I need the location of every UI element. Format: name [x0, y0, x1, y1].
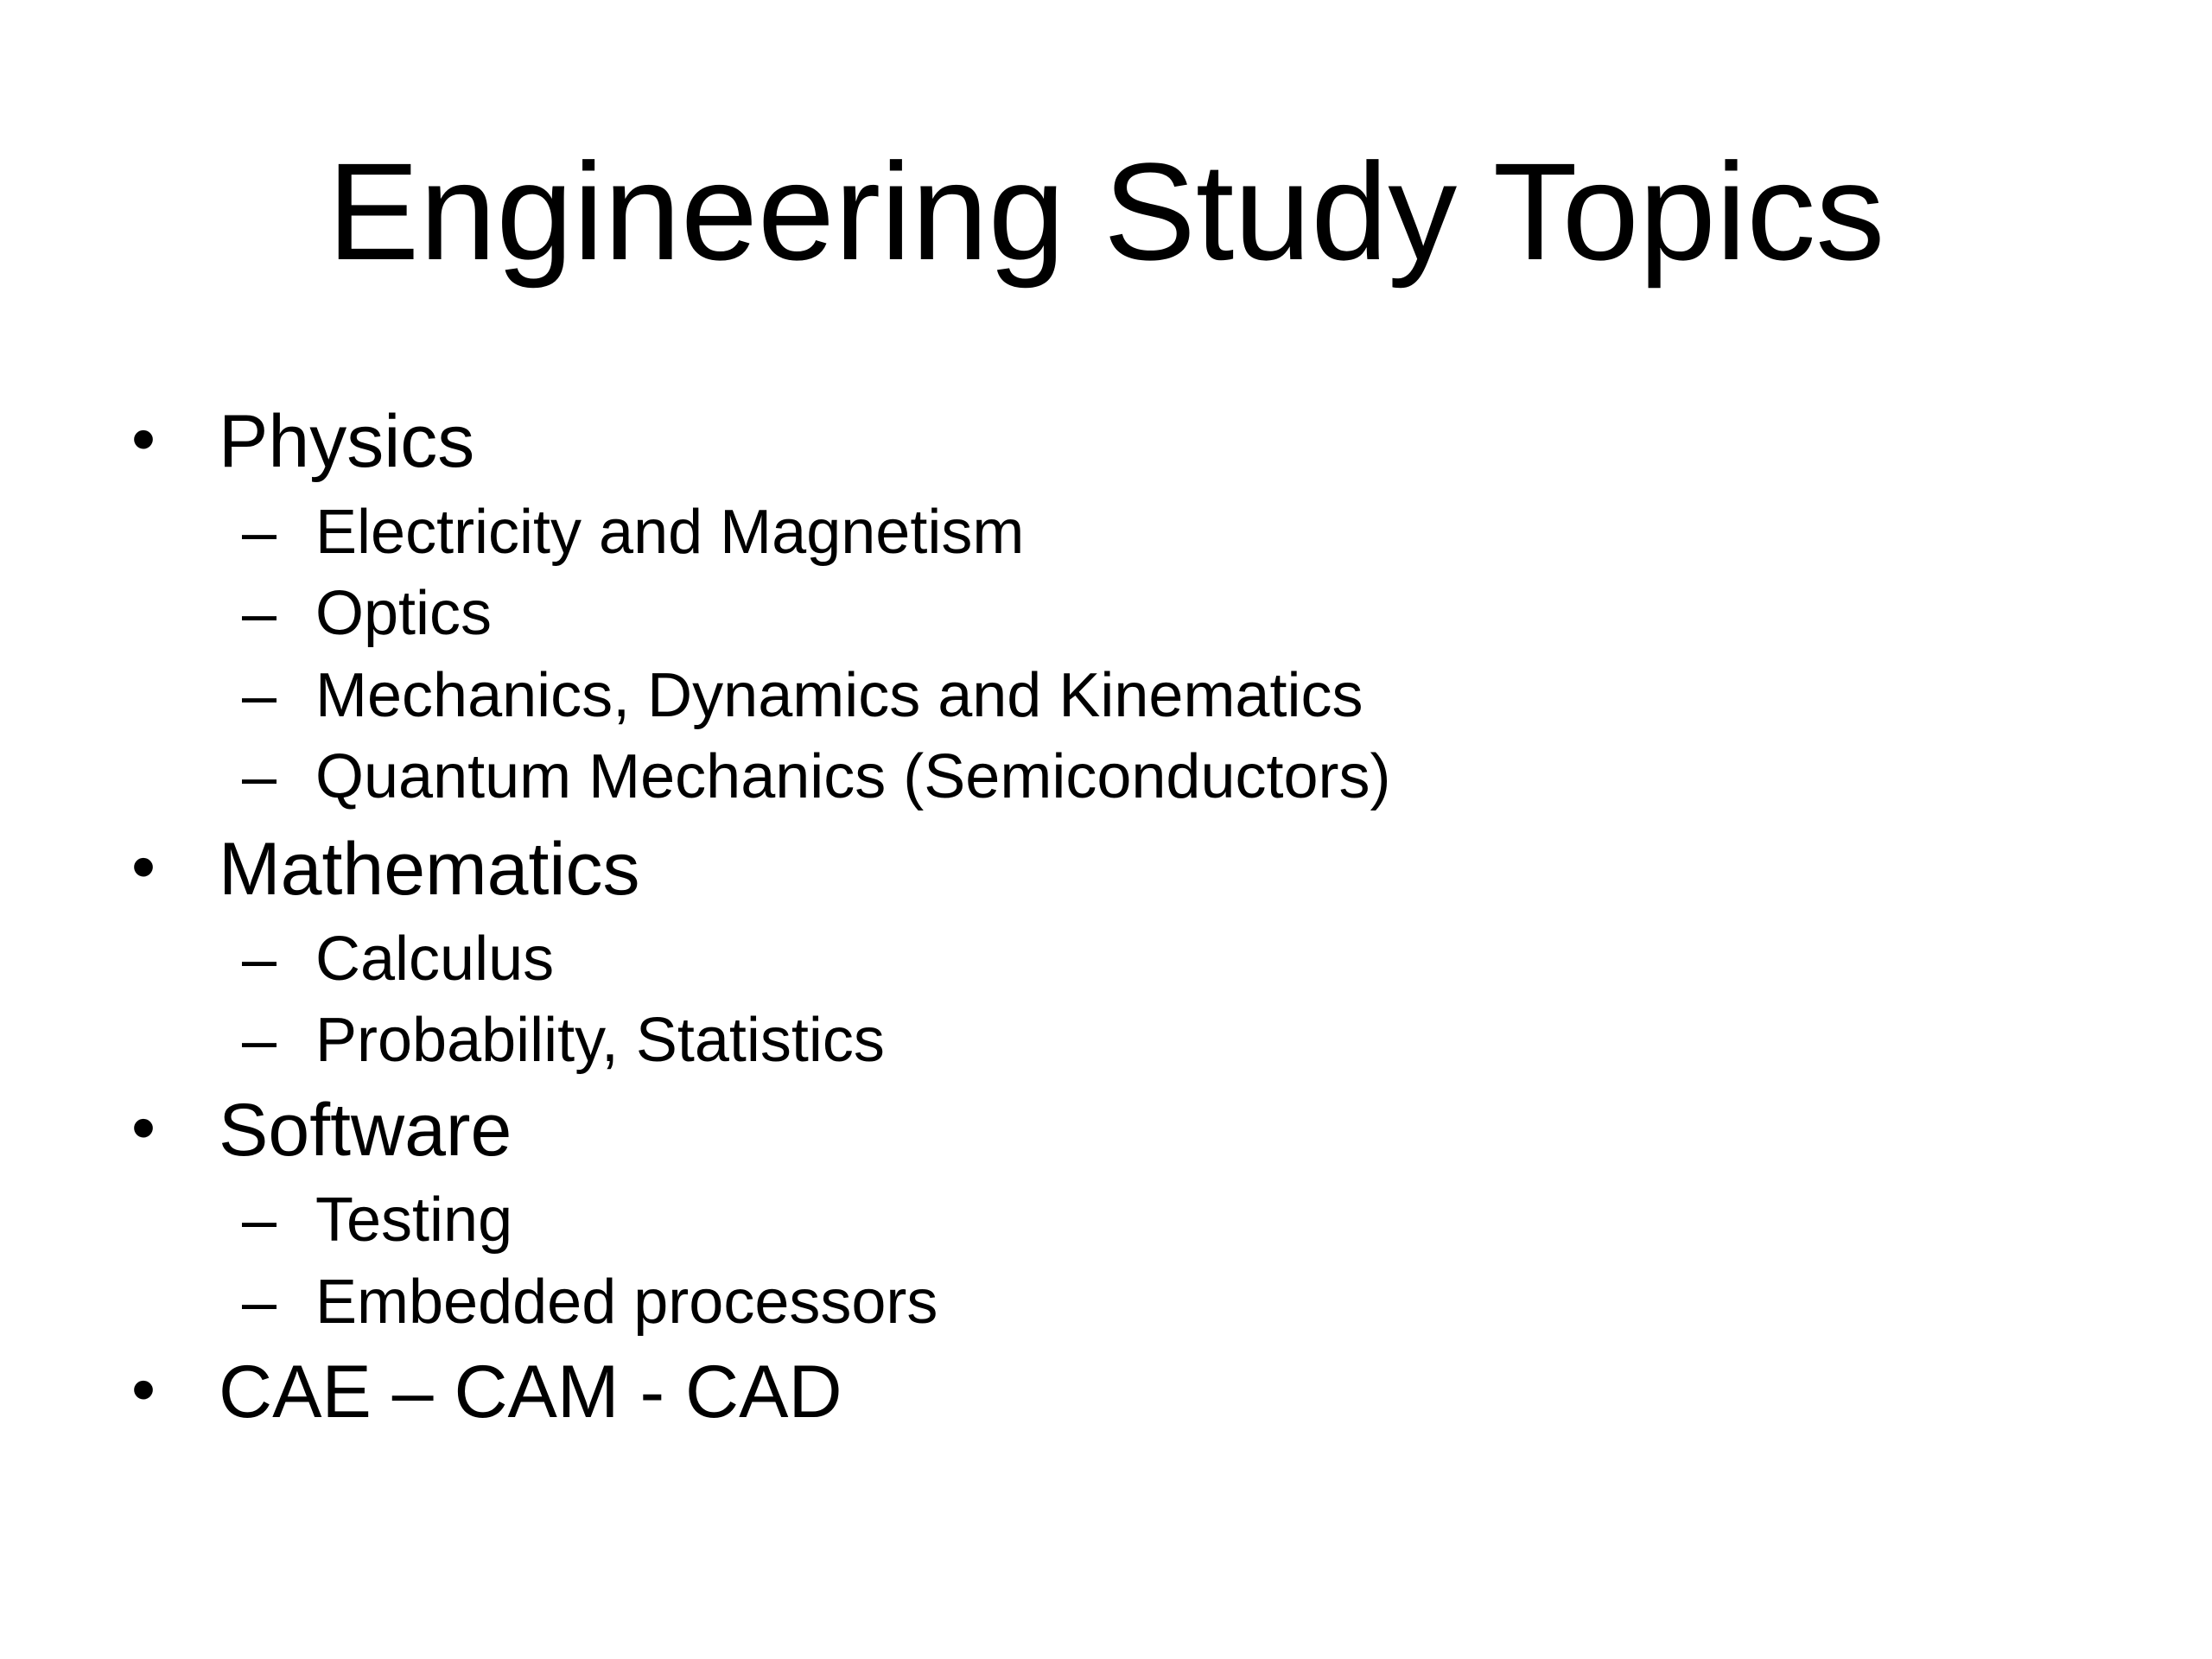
dash-marker: – — [242, 1006, 277, 1075]
topic-label: Mathematics — [219, 828, 640, 911]
subtopic-label: Calculus — [315, 925, 555, 994]
topic-label: Physics — [219, 400, 475, 483]
dash-marker: – — [242, 1185, 277, 1255]
subtopic-label: Electricity and Magnetism — [315, 498, 1025, 567]
dash-marker: – — [242, 925, 277, 994]
subtopic-label: Testing — [315, 1185, 513, 1255]
dash-marker: – — [242, 661, 277, 730]
subtopic-label: Mechanics, Dynamics and Kinematics — [315, 661, 1363, 730]
topic-label: CAE – CAM - CAD — [219, 1351, 842, 1433]
bullet-marker: • — [131, 400, 156, 477]
subtopic-label: Optics — [315, 579, 493, 648]
bullet-marker: • — [131, 828, 156, 905]
bullet-marker: • — [131, 1351, 156, 1427]
subtopic-label: Probability, Statistics — [315, 1006, 885, 1075]
slide-title: Engineering Study Topics — [327, 134, 1885, 289]
dash-marker: – — [242, 742, 277, 811]
subtopic-label: Embedded processors — [315, 1268, 938, 1337]
dash-marker: – — [242, 1268, 277, 1337]
dash-marker: – — [242, 579, 277, 648]
subtopic-label: Quantum Mechanics (Semiconductors) — [315, 742, 1391, 811]
bullet-marker: • — [131, 1089, 156, 1166]
topic-label: Software — [219, 1089, 512, 1172]
dash-marker: – — [242, 498, 277, 567]
